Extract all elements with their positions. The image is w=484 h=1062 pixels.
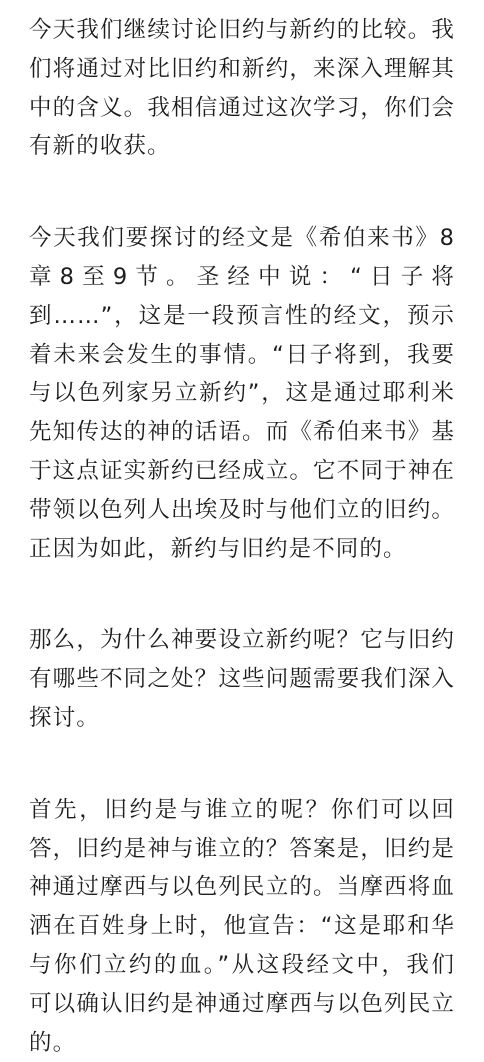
paragraph-old-covenant-parties: 首先，旧约是与谁立的呢？你们可以回答，旧约是神与谁立的？答案是，旧约是神通过摩西与以色列民立的。当摩西将血洒在百姓身上时，他宣告：“这是耶和华与你们立约的血。”从这段经文中，我们可以确认旧约是神通过摩西与以色列民立的。 xyxy=(29,796,455,1056)
paragraph-why-new-covenant: 那么，为什么神要设立新约呢？它与旧约有哪些不同之处？这些问题需要我们深入探讨。 xyxy=(29,627,455,731)
paragraph-hebrews-scripture: 今天我们要探讨的经文是《希伯来书》8章8至9节。圣经中说：“日子将到……”，这是一段预言性的经文，预示着未来会发生的事情。“日子将到，我要与以色列家另立新约”，这是通过耶利米先知传达的神的话语。而《希伯来书》基于这点证实新约已经成立。它不同于神在带领以色列人出埃及时与他们立的旧约。正因为如此，新约与旧约是不同的。 xyxy=(29,225,455,562)
paragraph-intro: 今天我们继续讨论旧约与新约的比较。我们将通过对比旧约和新约，来深入理解其中的含义。我相信通过这次学习，你们会有新的收获。 xyxy=(29,17,455,160)
